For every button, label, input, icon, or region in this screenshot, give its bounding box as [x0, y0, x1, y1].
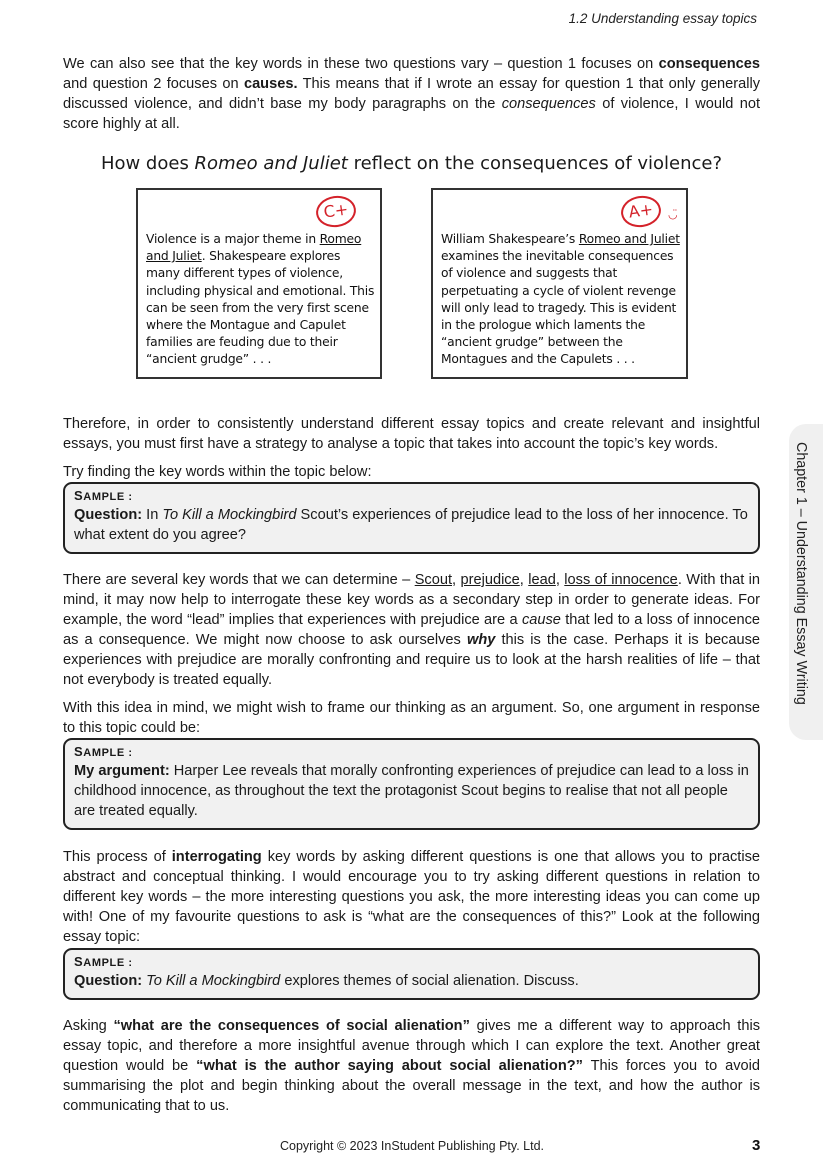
text: This forces you to avoid summarising the plot and begin thinking about the overall message in the text, and how the author is communicating that to us.	[63, 1058, 760, 1114]
text: and question 2 focuses on	[63, 76, 244, 92]
italic-text: consequences	[501, 96, 596, 112]
italic-text: cause	[521, 612, 561, 628]
consequences-paragraph	[63, 1016, 760, 1116]
text: Asking	[63, 1018, 114, 1034]
sample-answer-card-c-plus	[136, 188, 382, 379]
text: of violence, I would not score highly at all.	[63, 96, 761, 132]
page-number: 3	[752, 1137, 761, 1154]
text: examines the inevitable consequences of violence and suggests that perpetuating a cycle of violent revenge will only lead to tragedy. This is evident in the prologue which laments the “ancient grudge” between the Montagues and the Capulets . . .	[441, 249, 677, 367]
text: this is the case. Perhaps it is because experiences with prejudice are morally confronting and require us to look at the harsh realities of life – that not everybody is treated equally.	[63, 632, 760, 688]
underlined-title: Romeo and Juliet	[578, 232, 680, 246]
text: key words by asking different questions is one that allows you to practise abstract and conceptual thinking. I would encourage you to try asking different questions in relation to different key words – the more interesting questions you ask, the more interesting ideas you can come up with! One of my favourite questions to ask is “what are the consequences of this?” Look at the following essay topic:	[63, 849, 760, 945]
argument-intro-paragraph: With this idea in mind, we might wish to frame our thinking as an argument. So, one argument in response to this topic could be:	[63, 700, 760, 736]
text: There are several key words that we can determine –	[63, 572, 415, 588]
text: AMPLE :	[83, 491, 133, 503]
sample-label	[74, 744, 749, 761]
italic-text: To Kill a Mockingbird	[162, 507, 297, 523]
running-header: 1.2 Understanding essay topics	[568, 11, 757, 26]
strategy-paragraph: Therefore, in order to consistently understand different essay topics and create relevant and insightful essays, you must first have a strategy to analyse a topic that takes into account the topic’s key words.	[63, 416, 760, 452]
sample-label	[74, 488, 749, 505]
separator: ,	[555, 572, 565, 588]
key-word: lead	[528, 572, 556, 588]
chapter-side-tab	[789, 424, 823, 740]
key-word: Scout	[414, 572, 453, 588]
figure-title	[0, 153, 823, 174]
text: How does	[100, 153, 195, 174]
handwritten-answer	[441, 231, 682, 369]
instruction-paragraph: Try finding the key words within the topic below:	[63, 464, 372, 480]
handwritten-answer	[146, 231, 376, 369]
interrogating-paragraph	[63, 847, 760, 947]
text: AMPLE :	[83, 957, 133, 969]
underlined-title: Romeo and Juliet	[146, 232, 362, 264]
sample-content	[74, 505, 749, 545]
text: William Shakespeare’s	[441, 232, 579, 246]
bold-lead: My argument:	[74, 763, 170, 779]
sample-label	[74, 954, 749, 971]
grade-circle-c-plus: C+	[314, 193, 358, 229]
text: Harper Lee reveals that morally confronting experiences of prejudice can lead to a loss in childhood innocence, as throughout the text the protagonist Scout begins to realise that not all people are treated equally.	[74, 763, 749, 819]
text: S	[74, 744, 84, 759]
text: This means that if I wrote an essay for question 1 that only generally discussed violence, and didn’t base my body paragraphs on the	[63, 76, 760, 112]
text: S	[74, 954, 84, 969]
key-word: loss of innocence	[564, 572, 678, 588]
text: explores themes of social alienation. Discuss.	[280, 973, 579, 989]
text: . With that in mind, it may now help to interrogate these key words as a secondary step in order to generate ideas. For example, the word “lead” implies that experiences with prejudice are a	[63, 572, 761, 628]
text: gives me a different way to approach this essay topic, and therefore a more insightful avenue through which I can explore the text. Another great question would be	[63, 1018, 760, 1074]
bold-text: “what are the consequences of social alienation”	[113, 1018, 470, 1034]
chapter-label: Chapter 1 – Understanding Essay Writing	[793, 442, 809, 705]
text: We can also see that the key words in these two questions vary – question 1 focuses on	[63, 56, 659, 72]
text: Scout’s experiences of prejudice lead to the loss of her innocence. To what extent do you agree?	[74, 507, 748, 543]
key-word: prejudice	[460, 572, 520, 588]
intro-paragraph	[63, 54, 760, 134]
sample-content	[74, 761, 749, 821]
bold-text: “what is the author saying about social alienation?”	[196, 1058, 583, 1074]
bold-text: interrogating	[171, 849, 262, 865]
smiley-icon: ◡̈	[668, 209, 678, 221]
text: . Shakespeare explores many different types of violence, including physical and emotional. This can be seen from the very first scene where the Montague and Capulet families are feuding due to their “ancient grudge” . . .	[146, 249, 375, 367]
bold-text: consequences	[658, 56, 760, 72]
text: In	[142, 507, 163, 523]
text: This process of	[63, 849, 172, 865]
sample-box-question-1	[63, 482, 760, 554]
italic-text: Romeo and Juliet	[194, 153, 348, 174]
copyright-footer: Copyright © 2023 InStudent Publishing Pty. Ltd.	[280, 1139, 545, 1153]
text: reflect on the consequences of violence?	[347, 153, 723, 174]
text: S	[74, 488, 84, 503]
separator: ,	[519, 572, 529, 588]
sample-content	[74, 971, 749, 991]
italic-text: To Kill a Mockingbird	[146, 973, 281, 989]
grade-circle-a-plus: A+	[619, 193, 663, 229]
text: Violence is a major theme in	[146, 232, 320, 246]
key-words-paragraph	[63, 570, 760, 690]
sample-box-question-2	[63, 948, 760, 1000]
bold-lead: Question:	[74, 973, 143, 989]
separator: ,	[452, 572, 461, 588]
sample-answer-card-a-plus	[431, 188, 688, 379]
bold-lead: Question:	[74, 507, 143, 523]
bold-italic-text: why	[466, 632, 496, 648]
bold-text: causes.	[243, 76, 298, 92]
text: AMPLE :	[83, 747, 133, 759]
sample-box-argument	[63, 738, 760, 830]
text: that led to a loss of innocence as a consequence. We might now choose to ask ourselves	[63, 612, 760, 648]
